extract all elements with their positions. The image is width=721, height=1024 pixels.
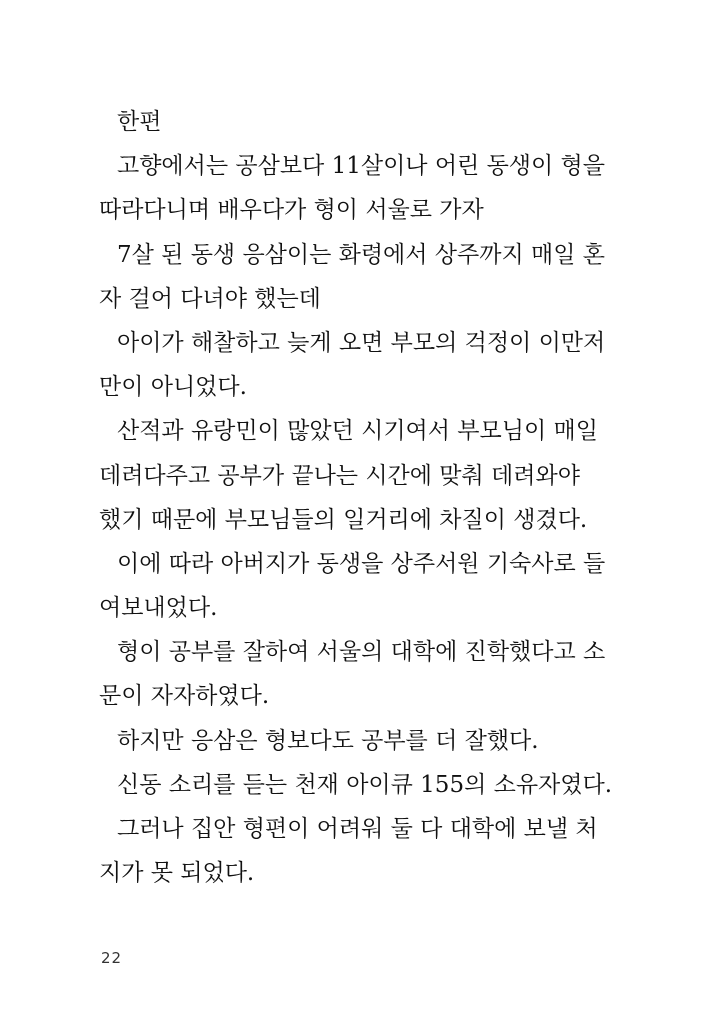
paragraph-line: 이에 따라 아버지가 동생을 상주서원 기숙사로 들 bbox=[117, 550, 606, 577]
paragraph-line: 문이 자자하였다. bbox=[99, 683, 270, 710]
paragraph-line: 여보내었다. bbox=[99, 595, 218, 622]
paragraph-line: 지가 못 되었다. bbox=[99, 860, 255, 887]
paragraph-line: 따라다니며 배우다가 형이 서울로 가자 bbox=[99, 197, 484, 224]
paragraph-line: 아이가 해찰하고 늦게 오면 부모의 걱정이 이만저 bbox=[117, 329, 606, 356]
paragraph-line: 데려다주고 공부가 끝나는 시간에 맞춰 데려와야 bbox=[99, 462, 580, 489]
paragraph-line: 형이 공부를 잘하여 서울의 대학에 진학했다고 소 bbox=[117, 639, 606, 666]
paragraph-line: 자 걸어 다녀야 했는데 bbox=[99, 285, 321, 312]
paragraph-line: 그러나 집안 형편이 어려워 둘 다 대학에 보낼 처 bbox=[117, 816, 598, 842]
page-number: 22 bbox=[101, 949, 123, 967]
paragraph-line: 고향에서는 공삼보다 11살이나 어린 동생이 형을 bbox=[117, 153, 605, 180]
paragraph-line: 하지만 응삼은 형보다도 공부를 더 잘했다. bbox=[117, 727, 539, 754]
paragraph-line: 7살 된 동생 응삼이는 화령에서 상주까지 매일 혼 bbox=[117, 241, 605, 268]
paragraph-line: 신동 소리를 듣는 천재 아이큐 155의 소유자였다. bbox=[117, 771, 613, 798]
paragraph-line: 산적과 유랑민이 많았던 시기여서 부모님이 매일 bbox=[117, 418, 598, 445]
paragraph-line: 했기 때문에 부모님들의 일거리에 차질이 생겼다. bbox=[99, 506, 588, 533]
paragraph-line: 한편 bbox=[117, 109, 162, 135]
paragraph-line: 만이 아니었다. bbox=[99, 374, 247, 401]
body-text bbox=[99, 100, 613, 895]
